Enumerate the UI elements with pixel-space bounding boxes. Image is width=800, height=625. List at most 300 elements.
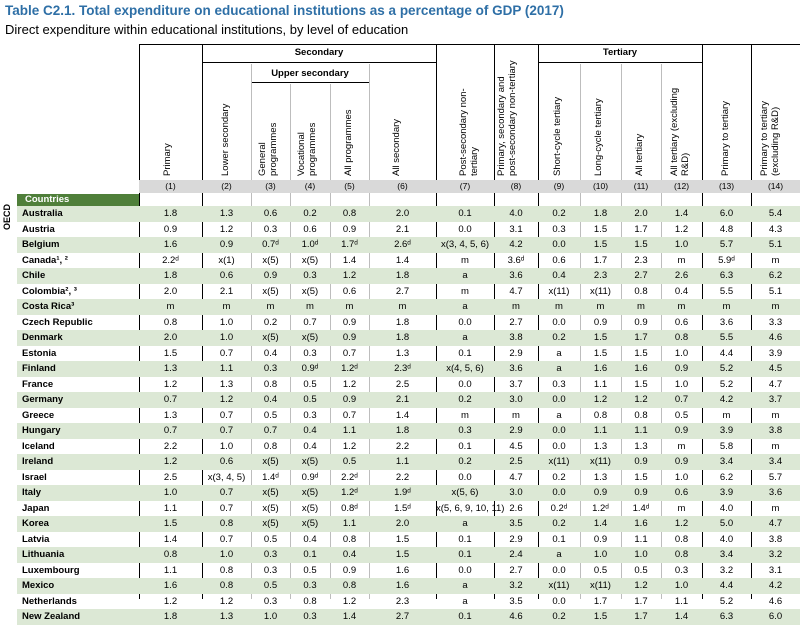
table-cell: 1.2 [163,456,178,467]
table-cell: 1.7 [634,595,648,607]
table-cell: 2.7 [509,564,523,576]
table-cell: x(5) [301,332,319,343]
table-cell: 0.9ᵈ [301,363,319,374]
table-cell: 0.6 [674,487,689,498]
col-header-7: Post-secondary non-tertiary [458,88,480,176]
table-cell: 1.8 [163,611,178,622]
table-cell: 0.5 [303,378,317,390]
table-cell: 1.3 [593,440,608,452]
table-cell: 1.3 [634,440,648,452]
table-cell: 1.2 [219,595,234,607]
col-header-12: All tertiary (excluding R&D) [669,87,691,176]
table-cell: 1.5 [593,611,608,622]
table-row [17,222,800,238]
col-header-9: Short-cycle tertiary [552,96,563,176]
table-cell: 1.4 [342,254,357,266]
table-cell: 0.5 [263,580,278,591]
table-cell: 0.0 [552,239,566,250]
table-cell: 0.9ᵈ [301,471,319,483]
table-cell: 2.1 [395,223,410,235]
column-number: (13) [718,181,735,191]
table-cell: m [677,254,686,266]
table-cell: 1.0 [263,611,278,622]
table-cell: 1.1 [163,502,178,514]
table-cell: a [462,332,468,343]
table-cell: 1.5 [593,223,608,235]
country-name: Latvia [22,533,50,545]
table-cell: 0.8 [219,564,234,576]
table-cell: 1.0ᵈ [301,239,319,250]
table-cell: 0.7 [219,425,234,436]
table-cell: 3.5 [509,595,523,607]
table-cell: 0.3 [263,363,278,374]
table-cell: 0.9 [674,363,689,374]
table-cell: 2.7 [509,316,523,328]
table-cell: 1.0 [634,549,648,560]
table-cell: x(11) [548,285,570,297]
table-cell: 0.0 [458,316,472,328]
table-cell: 0.8 [219,518,234,529]
table-cell: 4.4 [719,347,734,359]
table-cell: m [677,301,686,312]
table-cell: 0.9 [342,394,357,405]
table-cell: 0.3 [263,549,278,560]
table-cell: 1.0 [674,471,689,483]
table-cell: 1.1 [634,425,648,436]
table-cell: x(5) [262,285,279,297]
table-cell: 1.2 [674,518,689,529]
table-cell: m [461,254,469,266]
table-cell: 1.3 [593,471,608,483]
table-cell: 0.3 [303,347,317,359]
table-cell: 1.3 [163,409,178,421]
table-cell: 3.7 [509,378,523,390]
table-cell: 1.6 [395,564,410,576]
table-cell: 0.0 [458,564,472,576]
table-cell: 1.7 [593,595,608,607]
column-number: (11) [633,181,649,191]
table-row [17,206,800,222]
col-header-1: Primary [162,143,173,176]
table-cell: 4.2 [719,394,734,405]
table-cell: 1.8 [395,270,410,281]
col-header-2: Lower secondary [220,103,231,176]
table-cell: m [461,409,469,421]
table-cell: 2.0 [163,332,178,343]
table-title: Table C2.1. Total expenditure on educational institutions as a percentage of GDP (2017) [5,3,564,18]
table-cell: m [345,301,354,312]
oecd-label: OECD [2,203,12,230]
table-cell: m [677,440,686,452]
table-cell: 1.0 [219,316,234,328]
table-cell: 0.9 [634,487,648,498]
table-cell: 1.4 [674,611,689,622]
table-cell: 5.7 [768,471,783,483]
table-cell: x(5) [262,254,279,266]
table-cell: 0.1 [458,533,472,545]
table-cell: a [556,549,562,560]
country-name: France [22,378,54,390]
table-cell: 1.2 [342,378,357,390]
table-cell: 1.2 [219,394,234,405]
table-cell: 0.4 [303,440,317,452]
table-row [17,284,800,300]
table-cell: a [462,270,468,281]
table-cell: 0.4 [263,394,278,405]
table-cell: 1.0 [674,580,689,591]
table-cell: 0.9 [674,456,689,467]
column-number: (12) [673,181,690,191]
table-cell: 2.9 [509,533,523,545]
table-cell: 2.0 [163,285,178,297]
table-cell: 0.8 [342,533,357,545]
table-cell: 0.9 [342,223,357,235]
table-cell: 2.3 [634,254,648,266]
table-cell: 3.4 [719,456,734,467]
table-cell: 0.7 [342,409,357,421]
table-cell: 0.3 [303,409,317,421]
table-cell: 0.6 [219,270,234,281]
table-cell: 1.1 [342,518,357,529]
col-header-6: All secondary [391,118,402,176]
table-row [17,268,800,284]
table-row [17,299,800,315]
table-cell: 1.2 [634,580,648,591]
table-row [17,547,800,563]
table-cell: x(5, 6, 9, 10, 11) [436,502,505,514]
country-name: Netherlands [22,595,77,607]
table-cell: 0.2 [552,611,566,622]
table-cell: m [771,440,780,452]
column-number: (5) [344,181,355,191]
table-cell: 3.6 [719,316,734,328]
country-name: Ireland [22,456,54,467]
table-cell: 4.6 [509,611,523,622]
table-cell: 0.4 [674,285,689,297]
table-cell: 0.4 [303,425,317,436]
table-cell: 3.7 [768,394,783,405]
table-cell: 0.3 [674,564,689,576]
table-cell: 1.0 [674,239,689,250]
country-name: New Zealand [22,611,81,622]
table-row [17,237,800,253]
table-cell: 1.6 [395,580,410,591]
table-cell: 3.4 [768,456,783,467]
table-cell: 0.1 [552,533,566,545]
table-cell: 5.2 [719,363,734,374]
table-cell: 5.8 [719,440,734,452]
table-cell: 0.5 [634,564,648,576]
table-cell: m [596,301,605,312]
table-cell: 0.0 [552,440,566,452]
country-name: Germany [22,394,64,405]
table-cell: 0.7 [342,347,357,359]
table-cell: 0.0 [552,595,566,607]
table-cell: 0.1 [458,611,472,622]
table-cell: 1.4 [593,518,608,529]
table-cell: 1.2ᵈ [341,487,358,498]
table-cell: 4.2 [768,580,783,591]
table-cell: 1.5ᵈ [394,502,411,514]
table-cell: 0.0 [552,487,566,498]
table-cell: x(5) [262,518,279,529]
table-cell: 2.7 [395,285,410,297]
table-cell: 0.9 [593,533,608,545]
table-cell: 2.6 [509,502,523,514]
table-cell: 0.3 [303,611,317,622]
table-cell: 1.5 [634,239,648,250]
table-cell: 5.1 [768,285,783,297]
table-cell: 2.1 [395,394,410,405]
table-cell: 0.0 [458,378,472,390]
table-cell: 3.6 [768,487,783,498]
table-cell: x(3, 4, 5, 6) [440,239,490,250]
table-cell: 0.9 [593,316,608,328]
table-cell: 3.5 [509,518,523,529]
tertiary-rule [538,62,702,63]
table-cell: 1.8 [593,208,608,219]
table-cell: 3.4 [719,549,734,560]
table-cell: 1.0 [163,487,178,498]
table-cell: 0.9 [163,223,178,235]
country-name: Hungary [22,425,61,436]
table-cell: 3.6 [509,270,523,281]
table-cell: 0.6 [219,456,234,467]
table-cell: 1.5 [593,347,608,359]
table-cell: 4.3 [768,223,783,235]
table-cell: 0.3 [263,595,278,607]
table-cell: 1.1 [342,425,357,436]
table-cell: 0.9 [634,456,648,467]
table-cell: 1.8 [395,316,410,328]
table-cell: 1.7ᵈ [341,239,358,250]
table-row [17,361,800,377]
table-cell: 5.7 [719,239,734,250]
table-cell: x(1) [218,254,235,266]
table-cell: 5.9ᵈ [718,254,735,266]
country-name: Costa Rica³ [22,301,75,312]
table-cell: 5.0 [719,518,734,529]
country-name: Australia [22,208,63,219]
table-cell: a [556,363,562,374]
table-cell: 1.7 [634,611,648,622]
table-cell: 4.7 [509,471,523,483]
table-cell: 0.9 [219,239,234,250]
table-cell: 1.1 [674,595,689,607]
table-cell: 0.8 [303,595,317,607]
col-header-5: All programmes [343,109,354,176]
table-cell: 0.7 [219,487,234,498]
group-header-secondary: Secondary [294,47,344,58]
table-cell: 0.2 [552,332,566,343]
table-cell: m [722,409,731,421]
table-cell: 1.6 [163,239,178,250]
table-cell: m [637,301,645,312]
column-number: (1) [165,181,176,191]
table-cell: 3.0 [509,487,523,498]
table-cell: 0.8 [674,332,689,343]
table-cell: 0.2 [552,518,566,529]
table-cell: 3.0 [509,394,523,405]
table-cell: 1.2 [342,270,357,281]
table-cell: 1.2 [163,378,178,390]
table-cell: x(5) [301,487,319,498]
table-cell: 1.3 [163,363,178,374]
table-cell: m [222,301,231,312]
table-row [17,454,800,470]
table-cell: 0.3 [458,425,472,436]
table-cell: 4.6 [768,332,783,343]
table-cell: 1.1 [634,533,648,545]
table-cell: 1.2ᵈ [592,502,609,514]
table-cell: 6.3 [719,270,734,281]
table-row [17,330,800,346]
table-cell: m [771,409,780,421]
table-cell: a [462,518,468,529]
table-cell: 0.2 [303,208,317,219]
table-cell: m [512,301,520,312]
table-cell: 1.5 [634,378,648,390]
table-cell: 0.6 [303,223,317,235]
country-name: Lithuania [22,549,65,560]
table-cell: 1.0 [593,549,608,560]
table-cell: 2.2 [163,440,178,452]
table-cell: 2.0 [634,208,648,219]
table-cell: m [398,301,407,312]
table-cell: 0.2 [552,208,566,219]
table-cell: 2.0 [395,518,410,529]
table-cell: 2.1 [219,285,234,297]
table-cell: 0.6 [263,208,278,219]
country-name: Iceland [22,440,55,452]
table-cell: 0.8 [219,580,234,591]
table-cell: 2.5 [395,378,410,390]
table-cell: a [462,301,468,312]
table-cell: 4.7 [509,285,523,297]
table-cell: 5.5 [719,285,734,297]
table-cell: 0.8 [634,409,648,421]
table-cell: 0.9 [674,425,689,436]
table-cell: 1.4ᵈ [632,502,650,514]
table-cell: a [556,347,562,359]
table-cell: 2.4 [509,549,523,560]
table-cell: 0.7 [219,502,234,514]
col-header-8: Primary, secondary and post-secondary non-tertiary [496,60,518,176]
table-cell: 1.5 [593,239,608,250]
table-cell: 0.1 [458,440,472,452]
table-cell: 3.6 [509,363,523,374]
table-cell: 1.6 [634,518,648,529]
table-cell: 1.2 [163,595,178,607]
table-cell: 1.6 [593,363,608,374]
column-number: (7) [459,181,471,191]
table-row [17,377,800,393]
table-row [17,609,800,625]
table-cell: 1.0 [219,332,234,343]
table-cell: 4.6 [768,595,783,607]
table-cell: x(3, 4, 5) [207,471,246,483]
country-name: Estonia [22,347,57,359]
table-cell: x(11) [548,456,570,467]
country-name: Austria [22,223,55,235]
table-cell: 1.3 [219,208,234,219]
table-cell: 1.5 [163,347,178,359]
table-row [17,594,800,610]
table-cell: 1.4 [395,409,410,421]
table-cell: x(5) [262,487,279,498]
table-cell: 3.9 [719,425,734,436]
table-cell: 0.7 [219,533,234,545]
table-cell: 0.2 [263,316,278,328]
table-cell: 4.5 [768,363,783,374]
table-cell: 2.2 [395,440,410,452]
table-cell: 2.2ᵈ [341,471,358,483]
table-cell: m [555,301,563,312]
table-cell: 0.3 [552,223,566,235]
header-top-rule [139,44,800,45]
table-cell: 3.3 [768,316,783,328]
table-cell: 3.6ᵈ [507,254,525,266]
country-name: Chile [22,270,46,281]
table-cell: 0.7 [163,425,178,436]
table-row [17,532,800,548]
country-name: Canada¹, ² [22,254,68,266]
group-header-tertiary: Tertiary [602,47,638,58]
table-cell: 0.3 [263,564,278,576]
table-cell: 2.7 [395,611,410,622]
table-cell: 2.2 [395,471,410,483]
table-cell: x(5) [301,518,319,529]
table-cell: 5.2 [719,378,734,390]
table-cell: 3.8 [509,332,523,343]
table-cell: 0.8 [634,285,648,297]
table-cell: 1.5 [163,518,178,529]
table-cell: 0.8 [263,378,278,390]
table-cell: a [556,409,562,421]
table-cell: 0.2 [458,456,472,467]
table-cell: 0.3 [552,378,566,390]
country-name: Czech Republic [22,316,93,328]
table-cell: 0.0 [552,425,566,436]
table-cell: 1.3 [395,347,410,359]
column-number: (9) [553,181,565,191]
table-cell: 1.2 [634,394,648,405]
table-cell: 0.6 [674,316,689,328]
table-cell: 0.8 [163,316,178,328]
table-cell: 4.0 [719,502,734,514]
column-number: (14) [767,181,784,191]
table-cell: 3.2 [509,580,523,591]
table-cell: 0.0 [458,471,472,483]
table-cell: 3.2 [719,564,734,576]
table-cell: 2.6 [674,270,689,281]
table-cell: 3.8 [768,425,783,436]
table-cell: 0.2ᵈ [550,502,568,514]
table-cell: 0.9 [634,316,648,328]
table-cell: 1.2 [342,595,357,607]
table-cell: 2.3 [395,595,410,607]
table-cell: 1.1 [593,378,608,390]
country-name: Colombia², ³ [22,285,77,297]
table-cell: x(5) [301,254,319,266]
table-cell: 1.1 [593,425,608,436]
table-cell: 0.0 [552,564,566,576]
table-cell: 0.9 [342,332,357,343]
table-cell: m [771,502,780,514]
table-cell: 0.9 [593,487,608,498]
table-row [17,315,800,331]
table-cell: 1.6 [163,580,178,591]
